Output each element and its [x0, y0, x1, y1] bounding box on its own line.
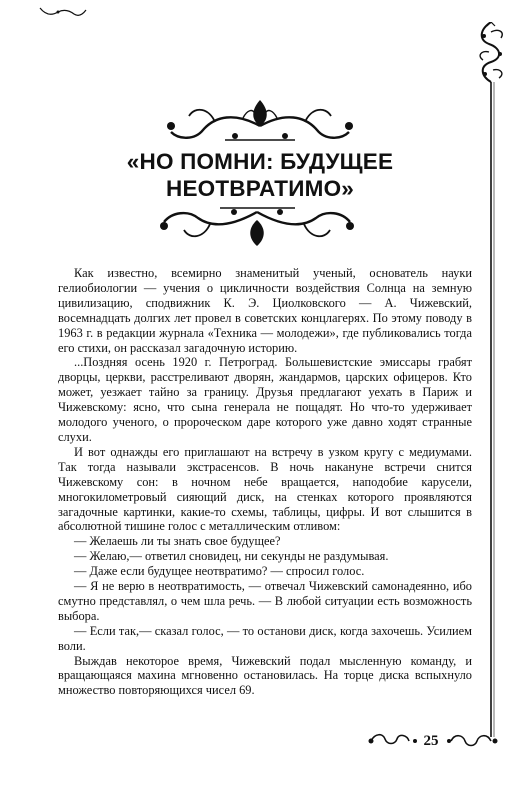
paragraph: — Я не верю в неотвратимость, — отвечал Чижевский самонадеянно, ибо смутно представлял, о чем шла речь. — В любой ситуации есть возможность выбора. — [58, 579, 472, 623]
paragraph: И вот однажды его приглашают на встречу в узком кругу с медиумами. Так тогда называли экстрасенсов. В ночь накануне встречи снится Чижевскому сон: в ночном небе вращается, наподобие карусели, многокилометровый сияющий диск, на стенках которого проявляются загадочные картинки, какие-то схемы, таблицы, цифры. И вот слышится в абсолютной тишине голос с металлическим отливом: — [58, 444, 472, 534]
paragraph: — Желаешь ли ты знать свое будущее? — [74, 534, 281, 549]
title-bottom-ornament-icon — [150, 202, 365, 250]
chapter-title — [70, 148, 450, 202]
article-body — [58, 266, 472, 698]
title-top-ornament-icon — [155, 96, 365, 146]
side-vine-ornament-icon — [475, 22, 507, 742]
paragraph: — Желаю,— ответил сновидец, ни секунды не раздумывая. — [74, 549, 389, 564]
corner-ornament-icon — [38, 6, 88, 20]
chapter-title-line-2: НЕОТВРАТИМО» — [166, 176, 354, 201]
paragraph: Выждав некоторое время, Чижевский подал мысленную команду, и вращающаяся махина мгновенно остановилась. На торце диска вспыхнуло множество повторяющихся чисел 69. — [58, 653, 472, 698]
page-number: 25 — [423, 733, 439, 749]
paragraph: Как известно, всемирно знаменитый ученый, основатель науки гелиобиологии — учения о цикличности воздействия Солнца на земную цивилизацию, сподвижник К. Э. Циолковского — А. Чижевский, восемнадцать долгих лет провел в советских концлагерях. По этому поводу в 1963 г. в редакции журнала «Техника — молодежи», где публиковались тогда его стихи, он рассказал загадочную историю. — [58, 266, 472, 355]
paragraph: — Если так,— сказал голос, — то останови диск, когда захочешь. Усилием воли. — [58, 623, 472, 653]
paragraph: — Даже если будущее неотвратимо? — спросил голос. — [74, 564, 365, 579]
chapter-title-line-1: «НО ПОМНИ: БУДУЩЕЕ — [126, 149, 394, 174]
paragraph: ...Поздняя осень 1920 г. Петроград. Большевистские эмиссары грабят дворцы, церкви, расстреливают дворян, жандармов, царских офицеров. Кто может, уезжает тайно за границу. Друзья предлагают уехать в Париж и Чижевскому: ясно, что сына генерала не пощадят. Но что-то удерживает молодого ученого, о пророческом даре которого уже давно ходят странные слухи. — [58, 355, 472, 444]
